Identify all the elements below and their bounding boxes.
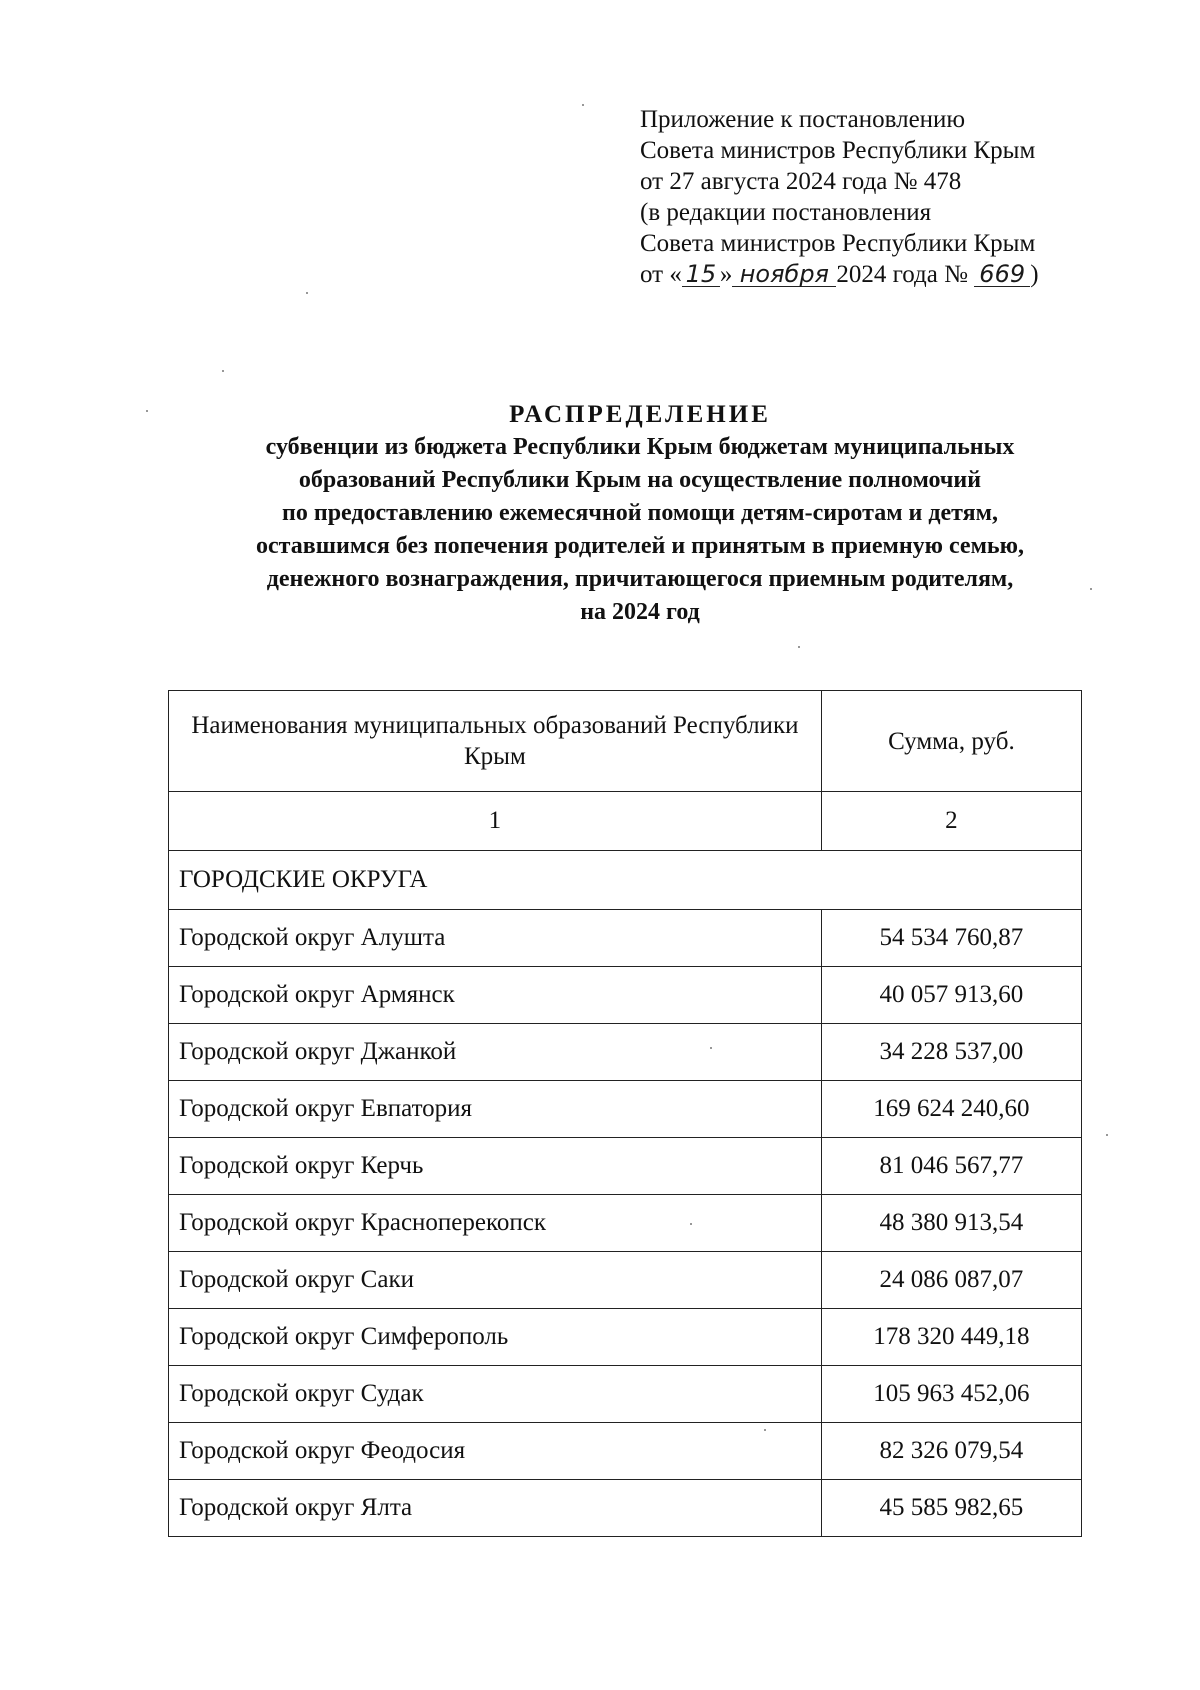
column-number-1: 1 xyxy=(169,792,822,851)
row-name: Городской округ Симферополь xyxy=(169,1309,822,1366)
row-name: Городской округ Джанкой xyxy=(169,1024,822,1081)
table-row xyxy=(169,1480,1082,1537)
table-row xyxy=(169,910,1082,967)
appendix-line-2: Совета министров Республики Крым xyxy=(640,137,1036,164)
appendix-header xyxy=(640,104,1160,290)
table-row xyxy=(169,1423,1082,1480)
handwritten-day: 15 xyxy=(682,262,720,287)
table-row xyxy=(169,1138,1082,1195)
table-row xyxy=(169,1024,1082,1081)
scan-speck xyxy=(1090,588,1092,590)
table-row xyxy=(169,1252,1082,1309)
appendix-line-1: Приложение к постановлению xyxy=(640,106,966,133)
row-name: Городской округ Саки xyxy=(169,1252,822,1309)
appendix-line-6 xyxy=(640,259,1160,290)
scan-speck xyxy=(710,1047,712,1049)
scan-speck xyxy=(222,370,224,372)
handwritten-number: 669 xyxy=(974,262,1030,287)
scan-speck xyxy=(1106,1134,1108,1136)
table-header-row xyxy=(169,691,1082,792)
distribution-table xyxy=(168,690,1082,1537)
row-sum: 40 057 913,60 xyxy=(821,967,1081,1024)
scan-speck xyxy=(582,104,584,106)
title-main: РАСПРЕДЕЛЕНИЕ xyxy=(509,401,771,428)
row-name: Городской округ Ялта xyxy=(169,1480,822,1537)
appendix-date-quote: » xyxy=(719,261,733,288)
scan-speck xyxy=(306,292,308,294)
table-row xyxy=(169,1081,1082,1138)
title-line-1: субвенции из бюджета Республики Крым бюджетам муниципальных xyxy=(265,434,1015,460)
appendix-line-5: Совета министров Республики Крым xyxy=(640,230,1036,257)
row-name: Городской округ Судак xyxy=(169,1366,822,1423)
document-title xyxy=(120,398,1160,629)
title-line-3: по предоставлению ежемесячной помощи детям-сиротам и детям, xyxy=(282,500,998,526)
column-number-2: 2 xyxy=(821,792,1081,851)
table-row xyxy=(169,1309,1082,1366)
header-name-cell: Наименования муниципальных образований Республики Крым xyxy=(169,691,822,792)
title-line-2: образований Республики Крым на осуществление полномочий xyxy=(298,467,982,493)
appendix-line-3: от 27 августа 2024 года № 478 xyxy=(640,168,962,195)
handwritten-month: ноября xyxy=(732,262,836,287)
section-row xyxy=(169,851,1082,910)
scan-speck xyxy=(690,1223,692,1225)
row-sum: 178 320 449,18 xyxy=(821,1309,1081,1366)
header-sum-cell: Сумма, руб. xyxy=(821,691,1081,792)
row-sum: 169 624 240,60 xyxy=(821,1081,1081,1138)
row-sum: 45 585 982,65 xyxy=(821,1480,1081,1537)
row-sum: 48 380 913,54 xyxy=(821,1195,1081,1252)
row-name: Городской округ Армянск xyxy=(169,967,822,1024)
row-sum: 34 228 537,00 xyxy=(821,1024,1081,1081)
appendix-date-prefix: от « xyxy=(640,261,682,288)
table-row xyxy=(169,1195,1082,1252)
appendix-date-suffix: ) xyxy=(1030,261,1039,288)
scan-speck xyxy=(798,646,800,648)
row-sum: 82 326 079,54 xyxy=(821,1423,1081,1480)
row-name: Городской округ Керчь xyxy=(169,1138,822,1195)
section-title: ГОРОДСКИЕ ОКРУГА xyxy=(169,851,1082,910)
row-name: Городской округ Феодосия xyxy=(169,1423,822,1480)
appendix-date-year: 2024 года № xyxy=(836,261,975,288)
row-sum: 105 963 452,06 xyxy=(821,1366,1081,1423)
row-sum: 54 534 760,87 xyxy=(821,910,1081,967)
row-name: Городской округ Алушта xyxy=(169,910,822,967)
title-line-5: денежного вознаграждения, причитающегося приемным родителям, xyxy=(266,566,1014,592)
row-sum: 24 086 087,07 xyxy=(821,1252,1081,1309)
row-name: Городской округ Евпатория xyxy=(169,1081,822,1138)
appendix-line-4: (в редакции постановления xyxy=(640,199,932,226)
row-sum: 81 046 567,77 xyxy=(821,1138,1081,1195)
scan-speck xyxy=(764,1429,766,1431)
column-number-row xyxy=(169,792,1082,851)
title-line-4: оставшимся без попечения родителей и принятым в приемную семью, xyxy=(256,533,1024,559)
table-row xyxy=(169,1366,1082,1423)
title-line-6: на 2024 год xyxy=(580,599,700,625)
row-name: Городской округ Красноперекопск xyxy=(169,1195,822,1252)
scan-speck xyxy=(146,410,148,412)
table-row xyxy=(169,967,1082,1024)
